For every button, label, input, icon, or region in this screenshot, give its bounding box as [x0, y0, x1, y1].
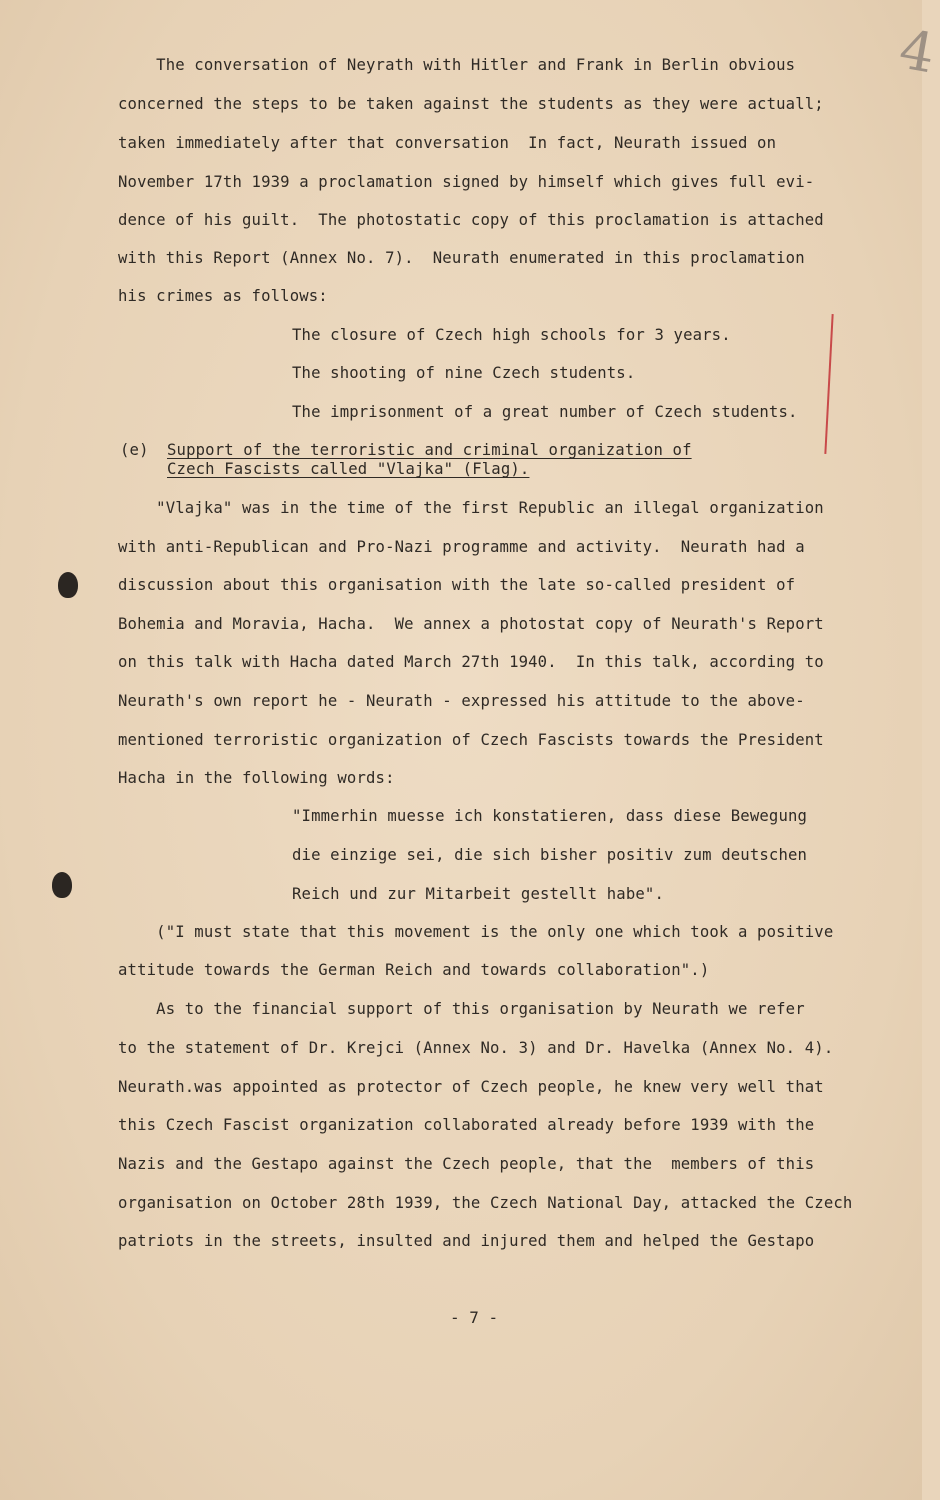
- text-line: with this Report (Annex No. 7). Neurath enumerated in this proclamation: [118, 249, 805, 267]
- section-heading-line: Support of the terroristic and criminal organization of: [167, 441, 692, 459]
- punch-hole-top: [58, 572, 78, 598]
- text-line: Neurath.was appointed as protector of Czech people, he knew very well that: [118, 1078, 824, 1096]
- text-line: Nazis and the Gestapo against the Czech people, that the members of this: [118, 1155, 815, 1173]
- text-line: organisation on October 28th 1939, the Czech National Day, attacked the Czech: [118, 1194, 853, 1212]
- corner-page-mark: 4: [894, 17, 940, 86]
- section-heading-line: Czech Fascists called "Vlajka" (Flag).: [167, 460, 530, 478]
- text-line: mentioned terroristic organization of Czech Fascists towards the President: [118, 731, 824, 749]
- text-line: concerned the steps to be taken against the students as they were actuall;: [118, 95, 824, 113]
- text-line: with anti-Republican and Pro-Nazi programme and activity. Neurath had a: [118, 538, 805, 556]
- text-line: to the statement of Dr. Krejci (Annex No. 3) and Dr. Havelka (Annex No. 4).: [118, 1039, 834, 1057]
- text-line: "Vlajka" was in the time of the first Republic an illegal organization: [118, 499, 824, 517]
- text-line: this Czech Fascist organization collaborated already before 1939 with the: [118, 1116, 815, 1134]
- red-margin-line: [824, 314, 833, 454]
- text-line: attitude towards the German Reich and towards collaboration".): [118, 961, 710, 979]
- text-line: taken immediately after that conversation In fact, Neurath issued on: [118, 134, 777, 152]
- text-line: on this talk with Hacha dated March 27th 1940. In this talk, according to: [118, 653, 824, 671]
- quote-line: Reich und zur Mitarbeit gestellt habe".: [292, 885, 664, 903]
- text-line: patriots in the streets, insulted and injured them and helped the Gestapo: [118, 1232, 815, 1250]
- text-line: Hacha in the following words:: [118, 769, 395, 787]
- quote-line: die einzige sei, die sich bisher positiv zum deutschen: [292, 846, 808, 864]
- text-line: his crimes as follows:: [118, 287, 328, 305]
- text-line: November 17th 1939 a proclamation signed by himself which gives full evi-: [118, 173, 815, 191]
- punch-hole-bottom: [52, 872, 72, 898]
- text-line: discussion about this organisation with the late so-called president of: [118, 576, 796, 594]
- crime-item: The closure of Czech high schools for 3 years.: [292, 326, 731, 344]
- quote-line: "Immerhin muesse ich konstatieren, dass diese Bewegung: [292, 807, 808, 825]
- text-line: Bohemia and Moravia, Hacha. We annex a photostat copy of Neurath's Report: [118, 615, 824, 633]
- text-line: dence of his guilt. The photostatic copy of this proclamation is attached: [118, 211, 824, 229]
- text-line: As to the financial support of this organisation by Neurath we refer: [118, 1000, 805, 1018]
- crime-item: The imprisonment of a great number of Czech students.: [292, 403, 798, 421]
- crime-item: The shooting of nine Czech students.: [292, 364, 636, 382]
- text-line: The conversation of Neyrath with Hitler and Frank in Berlin obvious: [118, 56, 796, 74]
- text-line: Neurath's own report he - Neurath - expressed his attitude to the above-: [118, 692, 805, 710]
- page-number: - 7 -: [450, 1308, 499, 1327]
- text-line: ("I must state that this movement is the only one which took a positive: [118, 923, 834, 941]
- section-marker: (e): [120, 441, 168, 459]
